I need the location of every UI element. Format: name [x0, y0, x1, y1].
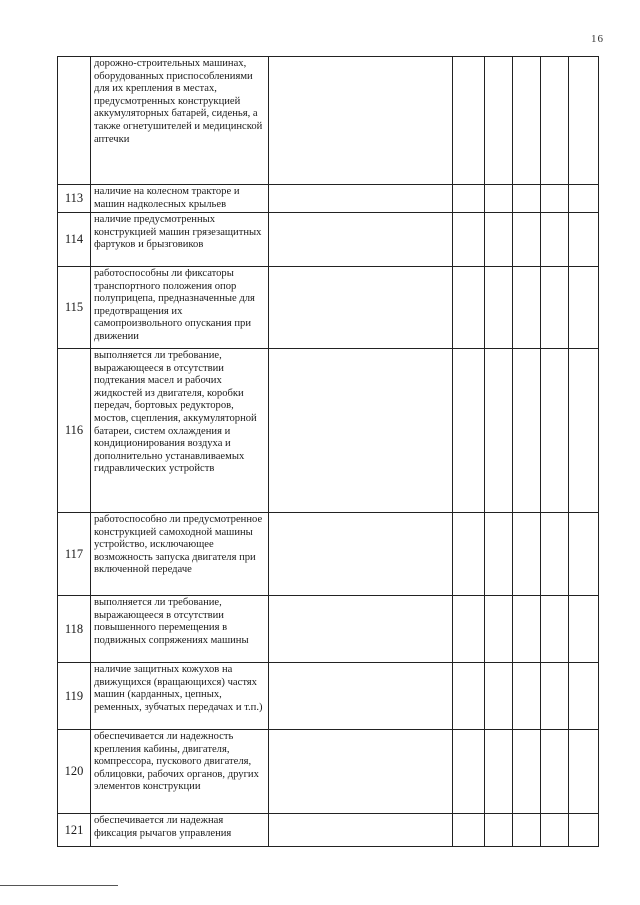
- row-number: 113: [58, 185, 91, 213]
- checklist-body: [58, 57, 599, 847]
- table-row: [58, 213, 599, 267]
- blank-cell: [541, 663, 569, 730]
- blank-cell: [513, 814, 541, 847]
- blank-cell: [569, 213, 599, 267]
- blank-cell: [569, 57, 599, 185]
- table-row: [58, 57, 599, 185]
- blank-cell: [569, 596, 599, 663]
- blank-cell: [269, 814, 453, 847]
- requirement-text: работоспособно ли предусмотренное конструкцией самоходной машины устройство, исключающее возможность запуска двигателя при включенной передаче: [91, 513, 269, 596]
- blank-cell: [513, 513, 541, 596]
- blank-cell: [569, 730, 599, 814]
- blank-cell: [541, 513, 569, 596]
- blank-cell: [485, 349, 513, 513]
- blank-cell: [513, 267, 541, 349]
- blank-cell: [453, 349, 485, 513]
- blank-cell: [453, 213, 485, 267]
- blank-cell: [485, 814, 513, 847]
- blank-cell: [453, 663, 485, 730]
- requirement-text: обеспечивается ли надежность крепления кабины, двигателя, компрессора, пускового двигателя, облицовки, рабочих органов, других элементов конструкции: [91, 730, 269, 814]
- blank-cell: [569, 814, 599, 847]
- blank-cell: [485, 185, 513, 213]
- blank-cell: [485, 213, 513, 267]
- table-row: [58, 513, 599, 596]
- row-number: 120: [58, 730, 91, 814]
- row-number: [58, 57, 91, 185]
- blank-cell: [269, 730, 453, 814]
- row-number: 116: [58, 349, 91, 513]
- blank-cell: [453, 185, 485, 213]
- blank-cell: [485, 596, 513, 663]
- blank-cell: [541, 213, 569, 267]
- requirement-text: работоспособны ли фиксаторы транспортного положения опор полуприцепа, предназначенные для предотвращения их самопроизвольного опускания при движении: [91, 267, 269, 349]
- blank-cell: [541, 596, 569, 663]
- blank-cell: [513, 663, 541, 730]
- blank-cell: [569, 513, 599, 596]
- requirement-text: наличие защитных кожухов на движущихся (вращающихся) частях машин (карданных, цепных, ременных, зубчатых передачах и т.п.): [91, 663, 269, 730]
- blank-cell: [513, 185, 541, 213]
- blank-cell: [541, 185, 569, 213]
- requirement-text: выполняется ли требование, выражающееся в отсутствии подтекания масел и рабочих жидкостей из двигателя, коробки передач, бортовых редукторов, мостов, сцепления, аккумуляторной батареи, систем охлаждения и кондиционирования воздуха и дополнительно устанавливаемых гидравлических устройств: [91, 349, 269, 513]
- blank-cell: [269, 663, 453, 730]
- blank-cell: [541, 730, 569, 814]
- blank-cell: [569, 349, 599, 513]
- checklist-table: [57, 56, 599, 847]
- row-number: 118: [58, 596, 91, 663]
- blank-cell: [269, 185, 453, 213]
- blank-cell: [569, 663, 599, 730]
- page-number: 16: [591, 33, 604, 45]
- table-row: [58, 814, 599, 847]
- requirement-text: наличие на колесном тракторе и машин надколесных крыльев: [91, 185, 269, 213]
- blank-cell: [541, 814, 569, 847]
- table-row: [58, 267, 599, 349]
- blank-cell: [485, 267, 513, 349]
- blank-cell: [513, 730, 541, 814]
- blank-cell: [485, 730, 513, 814]
- blank-cell: [541, 349, 569, 513]
- blank-cell: [269, 513, 453, 596]
- blank-cell: [485, 57, 513, 185]
- blank-cell: [569, 267, 599, 349]
- footer-rule: [0, 885, 118, 886]
- blank-cell: [453, 596, 485, 663]
- requirement-text: выполняется ли требование, выражающееся в отсутствии повышенного перемещения в подвижных сопряжениях машины: [91, 596, 269, 663]
- blank-cell: [453, 513, 485, 596]
- blank-cell: [453, 267, 485, 349]
- row-number: 114: [58, 213, 91, 267]
- blank-cell: [513, 213, 541, 267]
- blank-cell: [485, 663, 513, 730]
- table-row: [58, 596, 599, 663]
- blank-cell: [513, 596, 541, 663]
- blank-cell: [485, 513, 513, 596]
- blank-cell: [269, 267, 453, 349]
- blank-cell: [453, 814, 485, 847]
- blank-cell: [269, 349, 453, 513]
- table-row: [58, 349, 599, 513]
- blank-cell: [269, 213, 453, 267]
- blank-cell: [269, 57, 453, 185]
- blank-cell: [453, 57, 485, 185]
- requirement-text: наличие предусмотренных конструкцией машин грязезащитных фартуков и брызговиков: [91, 213, 269, 267]
- blank-cell: [513, 57, 541, 185]
- blank-cell: [541, 267, 569, 349]
- blank-cell: [569, 185, 599, 213]
- row-number: 121: [58, 814, 91, 847]
- blank-cell: [513, 349, 541, 513]
- requirement-text: обеспечивается ли надежная фиксация рычагов управления: [91, 814, 269, 847]
- row-number: 115: [58, 267, 91, 349]
- row-number: 117: [58, 513, 91, 596]
- requirement-text: дорожно-строительных машинах, оборудованных приспособлениями для их крепления в местах, предусмотренных конструкцией аккумуляторных батарей, сиденья, а также огнетушителей и медицинской аптечки: [91, 57, 269, 185]
- table-row: [58, 730, 599, 814]
- blank-cell: [541, 57, 569, 185]
- row-number: 119: [58, 663, 91, 730]
- blank-cell: [269, 596, 453, 663]
- table-row: [58, 185, 599, 213]
- blank-cell: [453, 730, 485, 814]
- table-row: [58, 663, 599, 730]
